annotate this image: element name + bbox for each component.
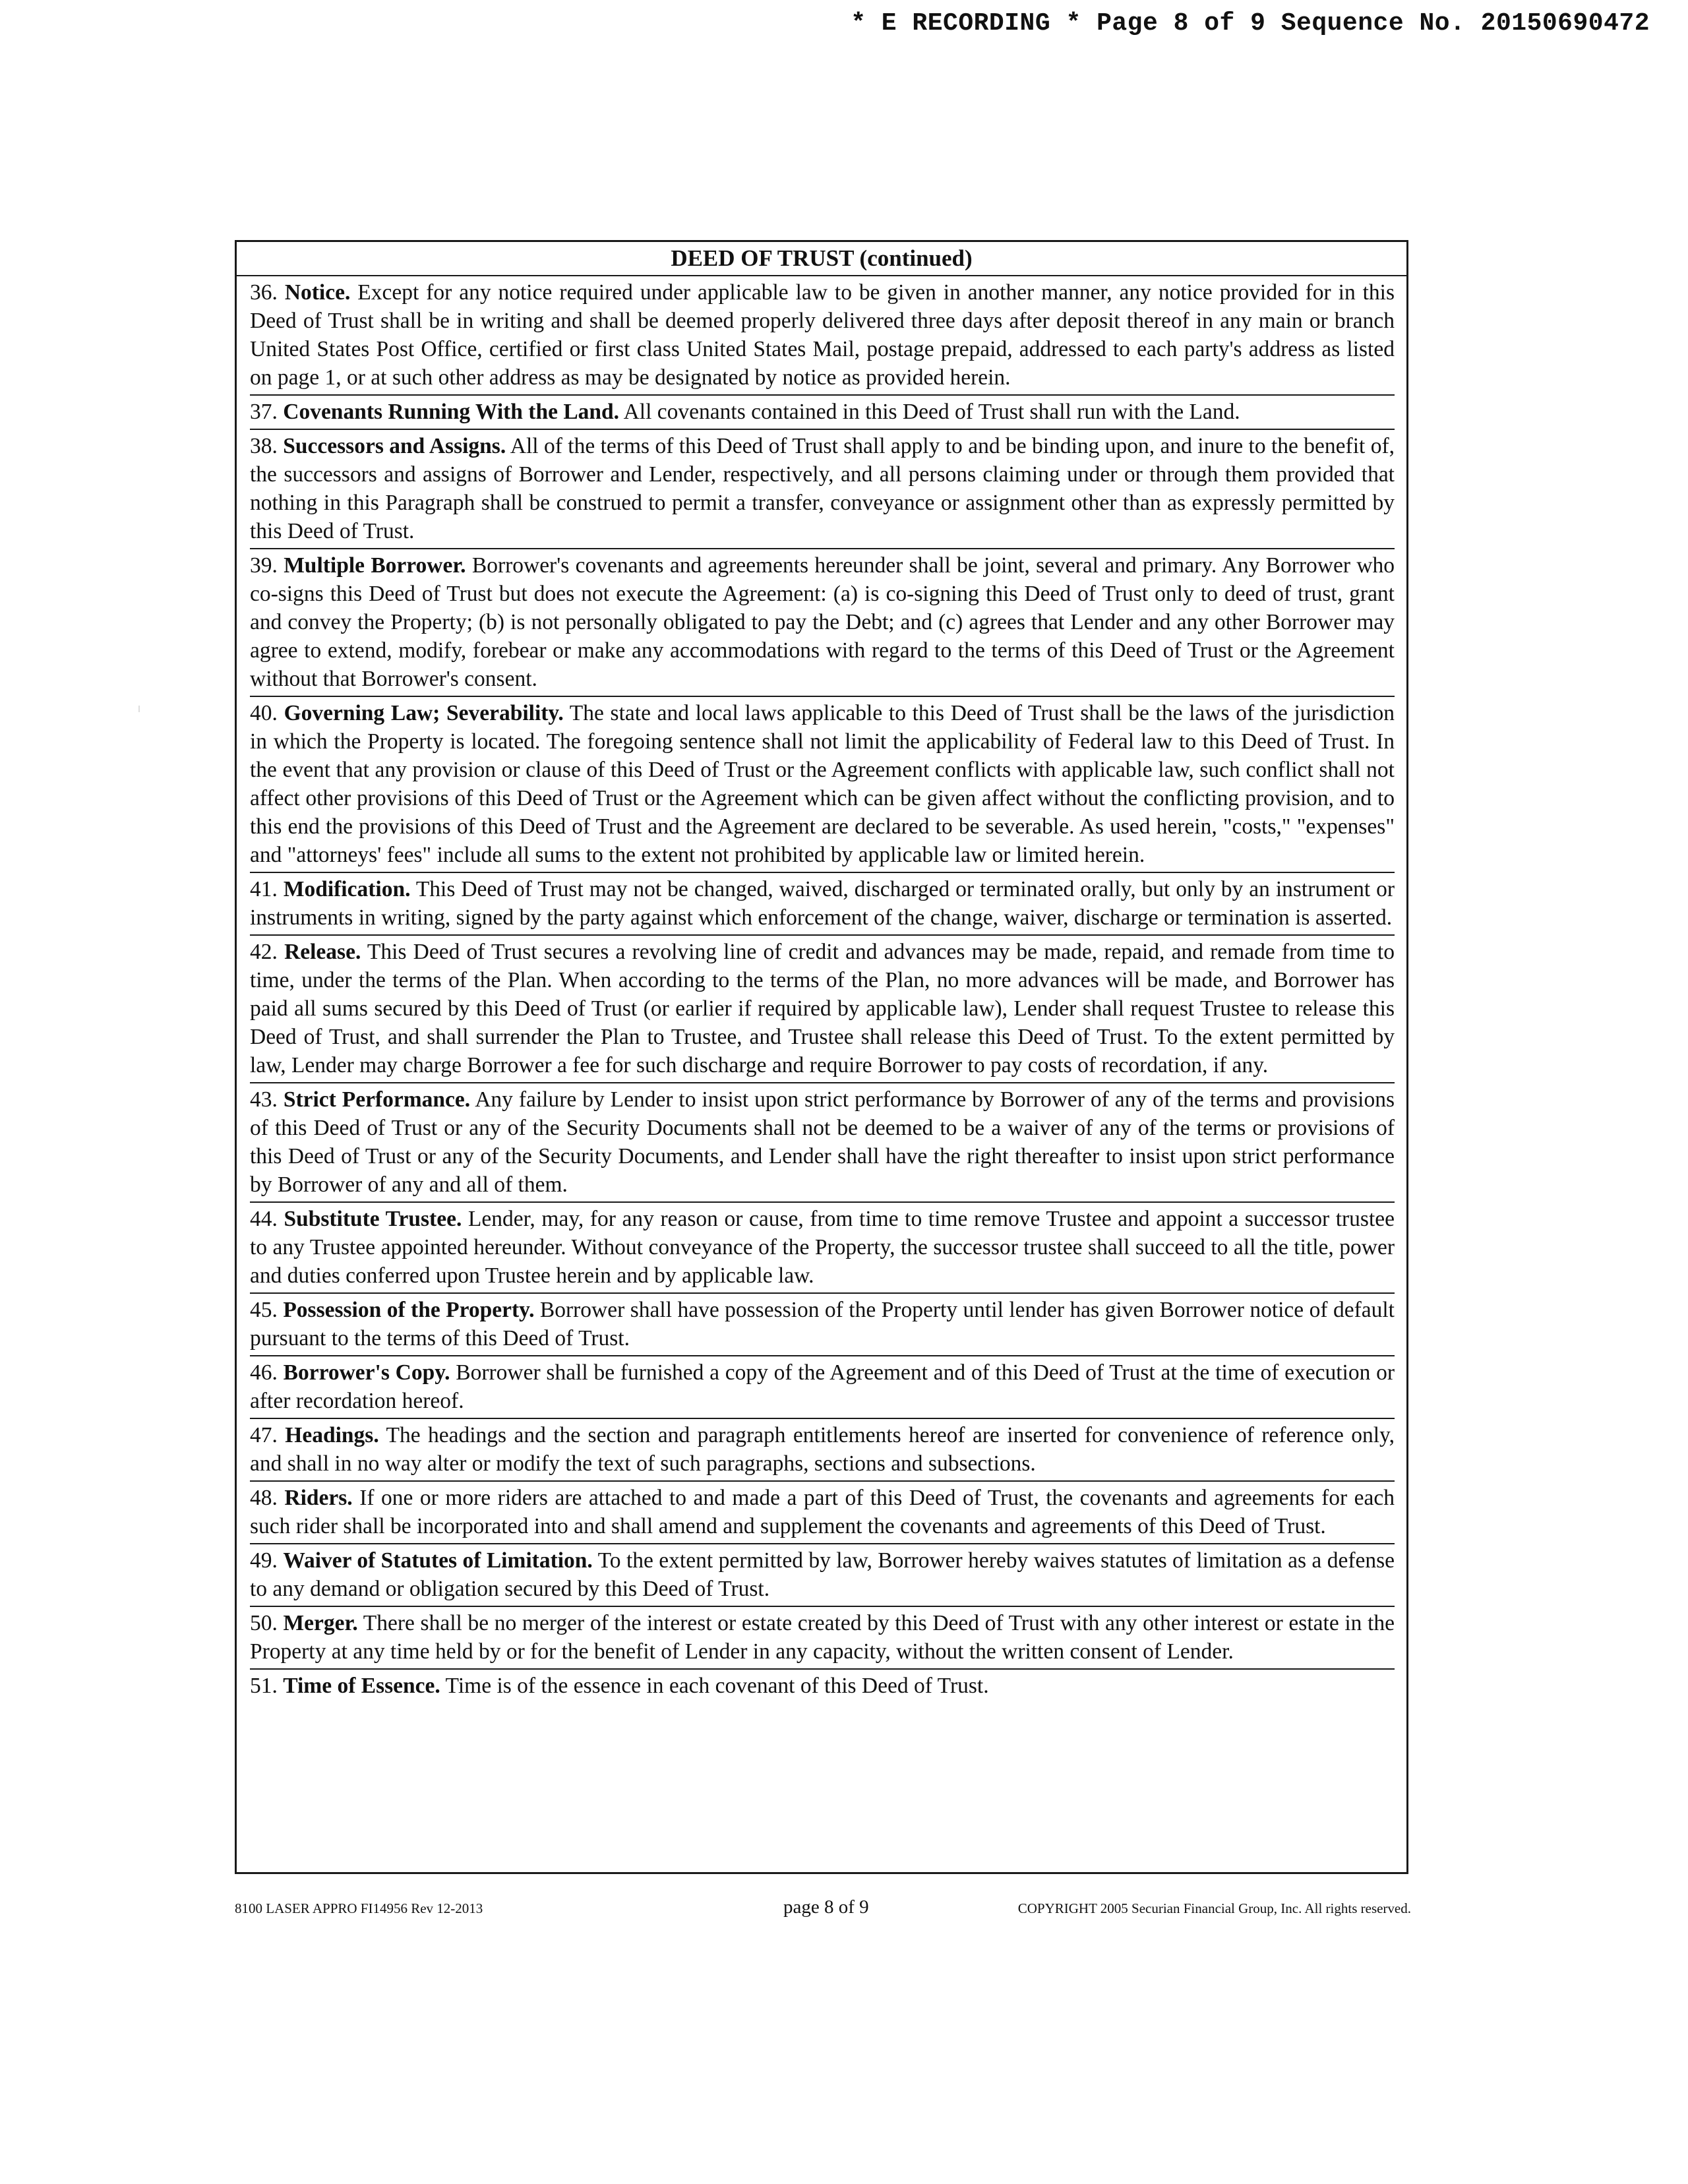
scan-mark <box>138 706 140 712</box>
clause-50 <box>250 1607 1395 1670</box>
clause-body: There shall be no merger of the interest or estate created by this Deed of Trust with any other interest or estate in the Property at any time held by or for the benefit of Lender in any capacity, without the written consent of Lender. <box>250 1611 1395 1664</box>
clause-number: 36. <box>250 280 278 305</box>
clause-number: 49. <box>250 1548 278 1573</box>
clause-heading: Modification. <box>283 877 411 901</box>
clause-heading: Merger. <box>283 1611 358 1635</box>
clause-heading: Substitute Trustee. <box>284 1207 462 1231</box>
clause-body: Lender, may, for any reason or cause, from time to time remove Trustee and appoint a successor trustee to any Trustee appointed hereunder. Without conveyance of the Property, the successor trustee shall succeed to all the title, power and duties conferred upon Trustee herein and by applicable law. <box>250 1207 1395 1288</box>
clause-number: 39. <box>250 553 278 578</box>
clause-body: All covenants contained in this Deed of Trust shall run with the Land. <box>623 400 1240 424</box>
clause-body: All of the terms of this Deed of Trust shall apply to and be binding upon, and inure to the benefit of, the successors and assigns of Borrower and Lender, respectively, and all persons claiming under or through them provided that nothing in this Paragraph shall be construed to permit a transfer, conveyance or assignment other than as expressly permitted by this Deed of Trust. <box>250 434 1395 543</box>
clause-41 <box>250 873 1395 936</box>
clause-body: The state and local laws applicable to this Deed of Trust shall be the laws of the jurisdiction in which the Property is located. The foregoing sentence shall not limit the applicability of Federal law to this Deed of Trust. In the event that any provision or clause of this Deed of Trust or the Agreement conflicts with applicable law, such conflict shall not affect other provisions of this Deed of Trust or the Agreement which can be given affect without the conflicting provision, and to this end the provisions of this Deed of Trust and the Agreement are declared to be severable. As used herein, "costs," "expenses" and "attorneys' fees" include all sums to the extent not prohibited by applicable law or limited herein. <box>250 701 1395 867</box>
clause-body: The headings and the section and paragraph entitlements hereof are inserted for convenience of reference only, and shall in no way alter or modify the text of such paragraphs, sections and subsections. <box>250 1423 1395 1476</box>
clause-body: Except for any notice required under applicable law to be given in another manner, any notice provided for in this Deed of Trust shall be in writing and shall be deemed properly delivered three days after deposit thereof in any main or branch United States Post Office, certified or first class United States Mail, postage prepaid, addressed to each party's address as listed on page 1, or at such other address as may be designated by notice as provided herein. <box>250 280 1395 390</box>
clause-number: 46. <box>250 1360 278 1385</box>
clause-heading: Governing Law; Severability. <box>284 701 564 725</box>
clause-47 <box>250 1419 1395 1482</box>
clause-38 <box>250 430 1395 549</box>
clause-51 <box>250 1670 1395 1703</box>
clause-36 <box>250 276 1395 396</box>
clause-40 <box>250 697 1395 873</box>
clause-number: 41. <box>250 877 278 901</box>
clause-number: 48. <box>250 1486 278 1510</box>
clause-46 <box>250 1356 1395 1419</box>
clause-body: To the extent permitted by law, Borrower hereby waives statutes of limitation as a defense to any demand or obligation secured by this Deed of Trust. <box>250 1548 1395 1601</box>
clause-37 <box>250 396 1395 430</box>
clause-number: 44. <box>250 1207 278 1231</box>
clause-39 <box>250 549 1395 697</box>
clause-body: Any failure by Lender to insist upon strict performance by Borrower of any of the terms and provisions of this Deed of Trust or any of the Security Documents shall not be deemed to be a waiver of any of the terms or provisions of this Deed of Trust or any of the Security Documents, and Lender shall have the right thereafter to insist upon strict performance by Borrower of any and all of them. <box>250 1087 1395 1197</box>
clause-heading: Release. <box>284 940 361 964</box>
clause-number: 47. <box>250 1423 278 1447</box>
page-number: page 8 of 9 <box>783 1896 869 1918</box>
clause-number: 51. <box>250 1674 278 1698</box>
clause-body: Time is of the essence in each covenant of this Deed of Trust. <box>445 1674 989 1698</box>
clause-heading: Time of Essence. <box>283 1674 440 1698</box>
clause-number: 37. <box>250 400 278 424</box>
clause-body: Borrower's covenants and agreements hereunder shall be joint, several and primary. Any Borrower who co-signs this Deed of Trust but does not execute the Agreement: (a) is co-signing this Deed of Trust only to deed of trust, grant and convey the Property; (b) is not personally obligated to pay the Debt; and (c) agrees that Lender and any other Borrower may agree to extend, modify, forebear or make any accommodations with regard to the terms of this Deed of Trust or the Agreement without that Borrower's consent. <box>250 553 1395 691</box>
clause-49 <box>250 1544 1395 1607</box>
clause-number: 45. <box>250 1298 278 1322</box>
clause-heading: Borrower's Copy. <box>283 1360 450 1385</box>
clause-heading: Riders. <box>284 1486 353 1510</box>
clause-45 <box>250 1294 1395 1356</box>
clause-heading: Possession of the Property. <box>283 1298 535 1322</box>
clause-number: 40. <box>250 701 278 725</box>
clause-44 <box>250 1203 1395 1294</box>
clause-heading: Headings. <box>285 1423 379 1447</box>
clause-43 <box>250 1083 1395 1203</box>
recording-stamp: * E RECORDING * Page 8 of 9 Sequence No. 20150690472 <box>851 9 1650 38</box>
clause-heading: Successors and Assigns. <box>283 434 506 458</box>
clause-number: 50. <box>250 1611 278 1635</box>
form-id: 8100 LASER APPRO FI14956 Rev 12-2013 <box>235 1900 483 1916</box>
clause-body: Borrower shall have possession of the Property until lender has given Borrower notice of default pursuant to the terms of this Deed of Trust. <box>250 1298 1395 1350</box>
clause-number: 38. <box>250 434 278 458</box>
clause-body: This Deed of Trust secures a revolving line of credit and advances may be made, repaid, and remade from time to time, under the terms of the Plan. When according to the terms of the Plan, no more advances will be made, and Borrower has paid all sums secured by this Deed of Trust (or earlier if required by applicable law), Lender shall request Trustee to release this Deed of Trust, and shall surrender the Plan to Trustee, and Trustee shall release this Deed of Trust. To the extent permitted by law, Lender may charge Borrower a fee for such discharge and require Borrower to pay costs of recordation, if any. <box>250 940 1395 1077</box>
clause-heading: Strict Performance. <box>283 1087 471 1112</box>
clause-42 <box>250 936 1395 1083</box>
clause-heading: Notice. <box>284 280 351 305</box>
clause-body: This Deed of Trust may not be changed, waived, discharged or terminated orally, but only by an instrument or instruments in writing, signed by the party against which enforcement of the change, waiver, discharge or termination is asserted. <box>250 877 1395 930</box>
clause-heading: Waiver of Statutes of Limitation. <box>283 1548 593 1573</box>
document-title: DEED OF TRUST (continued) <box>237 242 1406 276</box>
clause-heading: Covenants Running With the Land. <box>283 400 620 424</box>
clause-list <box>237 276 1406 1703</box>
clause-48 <box>250 1482 1395 1544</box>
clause-number: 42. <box>250 940 278 964</box>
clause-number: 43. <box>250 1087 278 1112</box>
deed-of-trust-box <box>235 240 1408 1874</box>
clause-body: Borrower shall be furnished a copy of the Agreement and of this Deed of Trust at the time of execution or after recordation hereof. <box>250 1360 1395 1413</box>
clause-heading: Multiple Borrower. <box>284 553 466 578</box>
copyright-notice: COPYRIGHT 2005 Securian Financial Group, Inc. All rights reserved. <box>1017 1900 1411 1916</box>
clause-body: If one or more riders are attached to and made a part of this Deed of Trust, the covenants and agreements for each such rider shall be incorporated into and shall amend and supplement the covenants and agreements of this Deed of Trust. <box>250 1486 1395 1538</box>
